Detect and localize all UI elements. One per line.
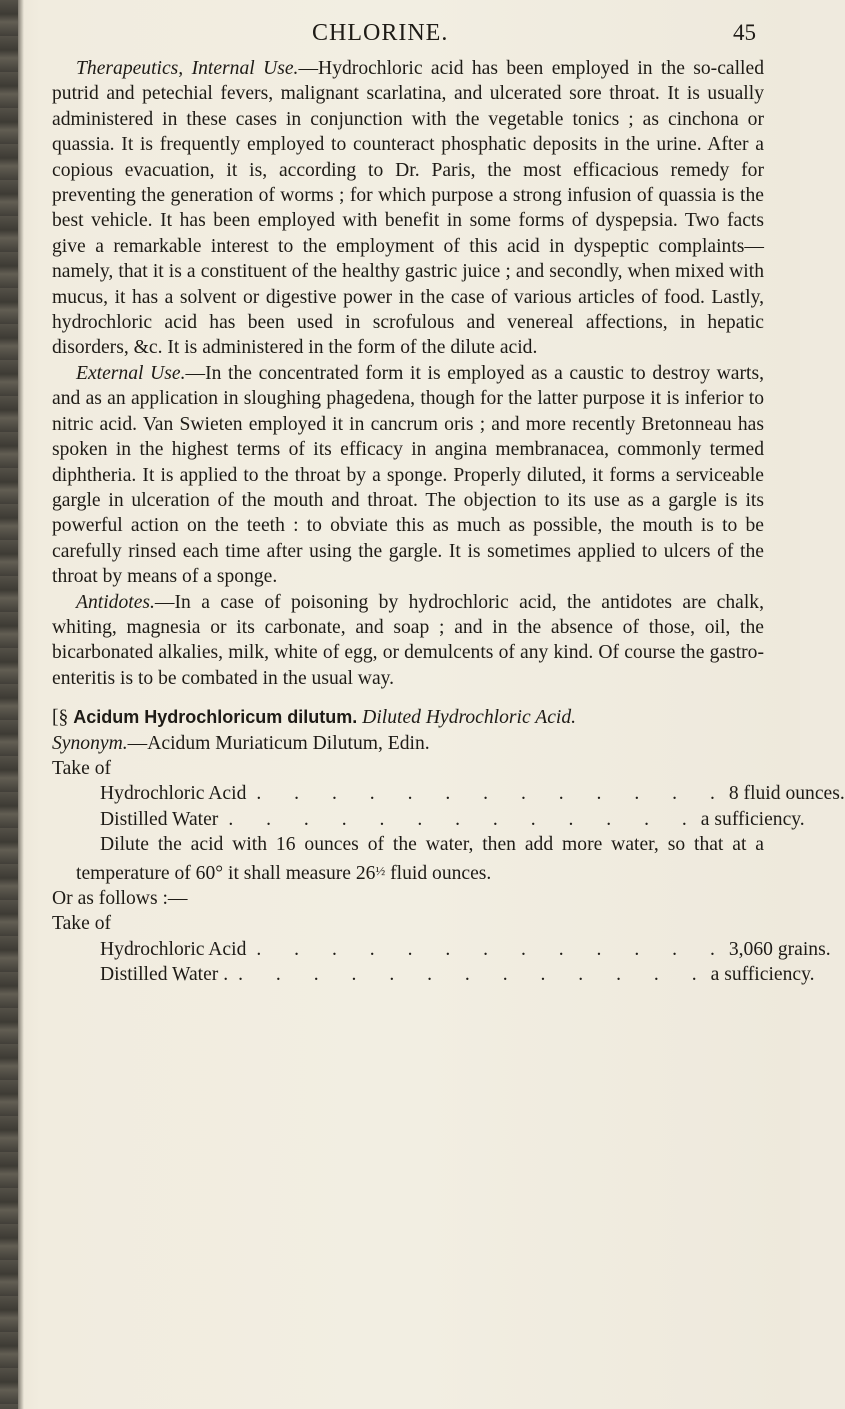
or-as-follows: Or as follows :— (52, 888, 188, 909)
leader-dots: . . . . . . . . . . . . . (256, 938, 729, 960)
instruction-text-b: fluid ounces. (385, 862, 492, 884)
recipe-1-row (100, 781, 845, 806)
preparation-english-title: Diluted Hydrochloric Acid. (362, 707, 577, 729)
preparation-heading (52, 705, 764, 730)
paragraph-external-use (52, 361, 764, 590)
paragraph-antidotes (52, 590, 764, 692)
instruction-text-a: Dilute the acid with 16 ounces of the water, then add more water, so that at a temperature of 60° it shall measure 26 (76, 834, 764, 884)
ingredient-quantity: a sufficiency. (700, 808, 805, 830)
page-number: 45 (733, 20, 756, 45)
recipe-1-row (100, 807, 805, 832)
recipe-2-row (100, 937, 831, 962)
ingredient-name: Distilled Water . (100, 964, 229, 986)
leader-dots: . . . . . . . . . . . . . (228, 808, 701, 830)
ingredient-name: Hydrochloric Acid (100, 783, 247, 805)
recipe-2 (52, 937, 831, 988)
gutter-shadow (18, 0, 24, 1409)
section-gap (52, 691, 764, 705)
instruction-fraction: ½ (375, 862, 386, 878)
internal-use-text: —Hydrochloric acid has been employed in the so-called putrid and petechial fevers, malignant scarlatina, and ulcerated sore throat. It is usually administered in these cases in conjunction with the vegetable tonics ; as cinchona or quassia. It is frequently employed to counteract phosphatic deposits in the urine. After a copious evacuation, it is, according to Dr. Paris, the most efficacious remedy for preventing the generation of worms ; for which purpose a strong infusion of quassia is the best vehicle. It has been employed with benefit in some forms of dyspepsia. Two facts give a remarkable interest to the employment of this acid in dyspeptic complaints—namely, that it is a constituent of the healthy gastric juice ; and secondly, when mixed with mucus, it has a solvent or digestive power in the case of various articles of food. Lastly, hydrochloric acid has been used in scrofulous and venereal affections, in hepatic disorders, &c. It is administered in the form of the dilute acid. (52, 58, 764, 359)
internal-use-heading: Therapeutics, Internal Use. (76, 58, 299, 79)
external-use-heading: External Use. (76, 362, 186, 384)
book-spine-shadow (0, 0, 18, 1409)
paragraph-internal-use (52, 56, 764, 361)
ingredient-quantity: 8 fluid ounces. (728, 783, 845, 805)
leader-dots: . . . . . . . . . . . . . (256, 783, 729, 805)
antidotes-heading: Antidotes. (76, 591, 155, 613)
page-header (0, 20, 800, 50)
recipe-2-row (100, 962, 815, 987)
running-title: CHLORINE. (312, 20, 449, 46)
section-bracket: [§ (52, 707, 69, 729)
page-body (52, 56, 845, 988)
take-of-2: Take of (52, 913, 112, 935)
recipe-1 (52, 781, 845, 832)
ingredient-name: Distilled Water (100, 808, 219, 830)
dilution-instruction (52, 832, 764, 886)
ingredient-quantity: 3,060 grains. (728, 938, 831, 960)
leader-dots: . . . . . . . . . . . . . (238, 964, 711, 986)
antidotes-text: —In a case of poisoning by hydrochloric acid, the antidotes are chalk, whiting, magnesia or its carbonate, and soap ; and in the absence of those, oil, the bicarbonated alkalies, milk, white of egg, or demulcents of any kind. Of course the gastro-enteritis is to be combated in the usual way. (52, 591, 764, 689)
synonym-line (52, 731, 764, 756)
external-use-text: —In the concentrated form it is employed as a caustic to destroy warts, and as an application in sloughing phagedena, though for the latter purpose it is inferior to nitric acid. Van Swieten employed it in cancrum oris ; and more recently Bretonneau has spoken in the highest terms of its efficacy in angina membranacea, commonly termed diphtheria. It is applied to the throat by a sponge. Properly diluted, it forms a serviceable gargle in ulceration of the mouth and throat. The objection to its use as a gargle is its powerful action on the teeth : to obviate this as much as possible, the mouth is to be carefully rinsed each time after using the gargle. It is sometimes applied to ulcers of the throat by means of a sponge. (52, 362, 764, 588)
synonym-label: Synonym. (52, 732, 128, 754)
preparation-latin-title: Acidum Hydrochloricum dilutum. (73, 707, 358, 728)
ingredient-quantity: a sufficiency. (710, 964, 815, 986)
synonym-text: —Acidum Muriaticum Dilutum, Edin. (127, 732, 430, 754)
ingredient-name: Hydrochloric Acid (100, 938, 247, 960)
take-of-1: Take of (52, 757, 112, 779)
